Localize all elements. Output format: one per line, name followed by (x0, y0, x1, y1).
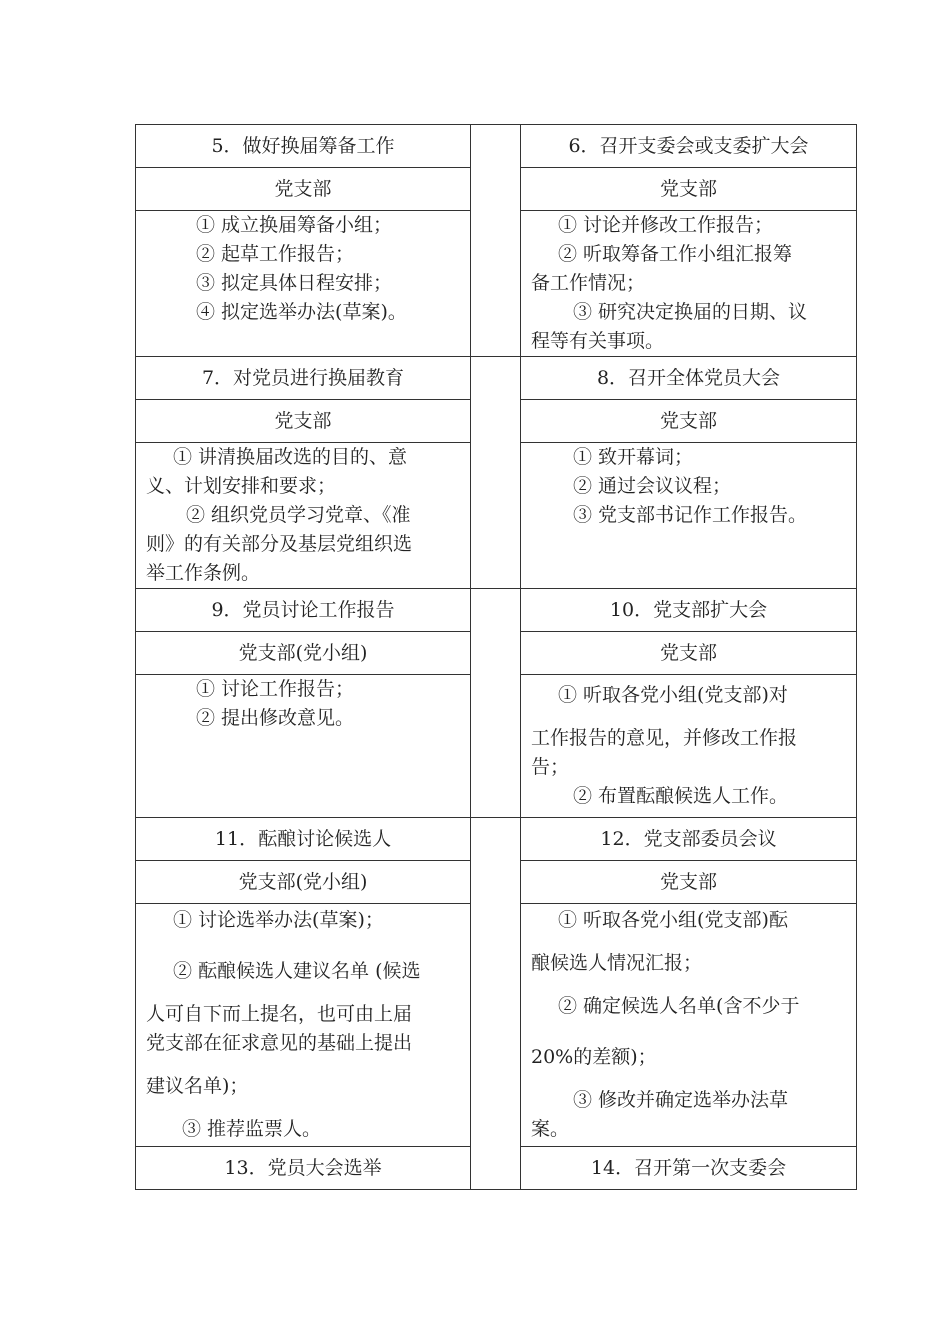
list-item: ① 成立换届筹备小组； (196, 214, 393, 236)
list-item: ② 提出修改意见。 (196, 707, 355, 729)
list-item: ② 酝酿候选人建议名单 (候选 (173, 960, 421, 982)
list-item: ① 听取各党小组(党支部)对 (558, 684, 788, 706)
list-item: ① 讨论工作报告； (196, 678, 355, 700)
list-item: ② 组织党员学习党章、《准 (186, 504, 411, 526)
list-item: 人可自下而上提名，也可由上届 (146, 1003, 413, 1025)
step-14-title: 14．召开第一次支委会 (521, 1147, 857, 1190)
list-item: ① 致开幕词； (573, 446, 694, 468)
list-item: ② 通过会议议程； (573, 475, 732, 497)
step-title-row (136, 357, 857, 400)
list-item: ③ 党支部书记作工作报告。 (573, 504, 808, 526)
step-10-items (521, 675, 857, 818)
list-item: 酿候选人情况汇报； (531, 952, 703, 974)
step-8-title: 8．召开全体党员大会 (521, 357, 857, 400)
list-item: 案。 (531, 1118, 570, 1140)
step-5-items (136, 211, 471, 357)
step-title-row (136, 125, 857, 168)
list-item: ① 讲清换届改选的目的、意 (173, 446, 408, 468)
step-11-org: 党支部(党小组) (136, 861, 471, 904)
step-7-org: 党支部 (136, 400, 471, 443)
list-item: ② 起草工作报告； (196, 243, 355, 265)
list-item: 告； (531, 756, 570, 778)
list-item: ③ 推荐监票人。 (182, 1118, 322, 1140)
step-12-org: 党支部 (521, 861, 857, 904)
step-title-row (136, 818, 857, 861)
list-item: ② 确定候选人名单(含不少于 (558, 995, 800, 1017)
list-item: 举工作条例。 (146, 562, 261, 584)
step-11-title: 11．酝酿讨论候选人 (136, 818, 471, 861)
step-9-title: 9．党员讨论工作报告 (136, 589, 471, 632)
step-9-items (136, 675, 471, 818)
step-6-org: 党支部 (521, 168, 857, 211)
list-item: ① 讨论并修改工作报告； (558, 214, 774, 236)
step-12-title: 12．党支部委员会议 (521, 818, 857, 861)
list-item: ④ 拟定选举办法(草案)。 (196, 301, 407, 323)
step-5-title: 5．做好换届筹备工作 (136, 125, 471, 168)
column-gap (471, 125, 521, 357)
step-title-row (136, 589, 857, 632)
list-item: ① 听取各党小组(党支部)酝 (558, 909, 788, 931)
list-item: 义、计划安排和要求； (146, 475, 337, 497)
step-10-org: 党支部 (521, 632, 857, 675)
step-5-org: 党支部 (136, 168, 471, 211)
list-item: ③ 拟定具体日程安排； (196, 272, 393, 294)
step-8-org: 党支部 (521, 400, 857, 443)
column-gap (471, 818, 521, 1190)
step-13-title: 13．党员大会选举 (136, 1147, 471, 1190)
list-item: ③ 修改并确定选举办法草 (573, 1089, 789, 1111)
step-7-items (136, 443, 471, 589)
list-item: ③ 研究决定换届的日期、议 (573, 301, 808, 323)
list-item: 程等有关事项。 (531, 330, 665, 352)
column-gap (471, 357, 521, 589)
list-item: 则》的有关部分及基层党组织选 (146, 533, 413, 555)
list-item: 20%的差额)； (531, 1046, 657, 1068)
step-7-title: 7．对党员进行换届教育 (136, 357, 471, 400)
step-8-items (521, 443, 857, 589)
step-6-title: 6．召开支委会或支委扩大会 (521, 125, 857, 168)
step-11-items (136, 904, 471, 1147)
list-item: ② 布置酝酿候选人工作。 (573, 785, 789, 807)
step-10-title: 10．党支部扩大会 (521, 589, 857, 632)
step-12-items (521, 904, 857, 1147)
list-item: 备工作情况； (531, 272, 646, 294)
column-gap (471, 589, 521, 818)
step-9-org: 党支部(党小组) (136, 632, 471, 675)
list-item: ① 讨论选举办法(草案)； (173, 909, 384, 931)
list-item: 工作报告的意见，并修改工作报 (531, 727, 798, 749)
step-6-items (521, 211, 857, 357)
list-item: 党支部在征求意见的基础上提出 (146, 1032, 413, 1054)
list-item: 建议名单)； (146, 1075, 249, 1097)
list-item: ② 听取筹备工作小组汇报筹 (558, 243, 793, 265)
procedure-table (135, 124, 857, 1190)
